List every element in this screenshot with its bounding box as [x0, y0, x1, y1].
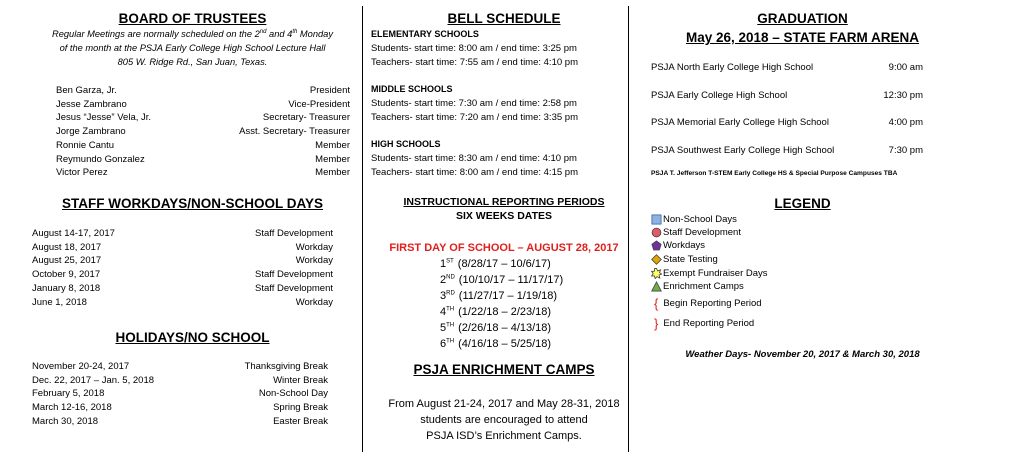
reporting-period-row: [440, 258, 551, 270]
diamond-icon: [651, 254, 662, 265]
bell-students-time: Students- start time: 8:00 am / end time: 3:25 pm: [371, 43, 577, 54]
graduation-title: GRADUATION: [757, 11, 848, 26]
period-ordinal: TH: [446, 338, 455, 345]
legend-label: Staff Development: [663, 227, 741, 238]
board-intro-line1: Regular Meetings are normally scheduled on the 2nd and 4th Monday: [52, 28, 333, 39]
column-board-staff-holidays: [20, 0, 350, 452]
column-graduation-legend: [645, 0, 960, 452]
pentagon-icon: [651, 240, 662, 251]
legend-label: Enrichment Camps: [663, 281, 744, 292]
period-number: 5: [440, 322, 447, 334]
member-role: Member: [315, 167, 350, 179]
graduation-time: 9:00 am: [888, 62, 923, 73]
square-icon: [651, 214, 662, 225]
period-number: 2: [440, 274, 447, 286]
burst-icon: [651, 268, 662, 279]
member-role: Member: [315, 139, 350, 151]
graduation-school: PSJA North Early College High School: [651, 62, 814, 73]
periods-subtitle: SIX WEEKS DATES: [455, 210, 553, 222]
holiday-date: March 30, 2018: [32, 415, 99, 427]
member-name: Ronnie Cantu: [56, 139, 115, 151]
period-ordinal: TH: [446, 306, 455, 313]
staff-date: June 1, 2018: [32, 296, 87, 308]
circle-icon: [651, 227, 662, 238]
staff-type: Staff Development: [255, 228, 333, 239]
member-role: Secretary- Treasurer: [262, 112, 350, 124]
graduation-time: 4:00 pm: [888, 117, 923, 128]
column-bell-periods: [365, 0, 643, 452]
column-divider-left: [362, 6, 363, 452]
member-name: Jesse Zambrano: [56, 98, 127, 110]
legend-label: Workdays: [663, 240, 706, 251]
legend-label: State Testing: [663, 254, 718, 265]
period-range: (2/26/18 – 4/13/18): [458, 322, 552, 334]
first-day-of-school: FIRST DAY OF SCHOOL – AUGUST 28, 2017: [389, 242, 619, 254]
staff-date: August 14-17, 2017: [32, 228, 115, 239]
legend-label: End Reporting Period: [663, 318, 755, 329]
member-role: Vice-President: [288, 98, 350, 110]
graduation-time: 7:30 pm: [888, 144, 923, 156]
staff-date: October 9, 2017: [32, 269, 101, 281]
graduation-school: PSJA Memorial Early College High School: [651, 117, 829, 128]
board-intro-line2: of the month at the PSJA Early College High School Lecture Hall: [59, 43, 326, 53]
bell-students-time: Students- start time: 7:30 am / end time: 2:58 pm: [371, 98, 577, 109]
reporting-period-row: [440, 274, 563, 286]
graduation-school: PSJA Early College High School: [651, 89, 788, 101]
close-brace-icon: }: [654, 315, 659, 331]
period-number: 4: [440, 306, 447, 318]
member-name: Jorge Zambrano: [56, 126, 126, 138]
bell-title: BELL SCHEDULE: [447, 11, 561, 26]
reporting-period-row: [440, 306, 551, 318]
enrichment-title: PSJA ENRICHMENT CAMPS: [413, 362, 595, 377]
graduation-note: PSJA T. Jefferson T-STEM Early College HS & Special Purpose Campuses TBA: [651, 170, 898, 177]
bell-teachers-time: Teachers- start time: 8:00 am / end time: 4:15 pm: [371, 167, 578, 178]
graduation-date: May 26, 2018 – STATE FARM ARENA: [685, 30, 920, 45]
holiday-type: Spring Break: [273, 402, 328, 414]
staff-type: Staff Development: [255, 269, 333, 281]
legend-item: [651, 240, 705, 251]
member-name: Victor Perez: [56, 167, 108, 179]
legend-item: [651, 281, 744, 292]
bell-teachers-time: Teachers- start time: 7:55 am / end time: 4:10 pm: [371, 57, 578, 68]
board-intro-line3: 805 W. Ridge Rd., San Juan, Texas.: [117, 57, 268, 67]
bell-teachers-time: Teachers- start time: 7:20 am / end time: 3:35 pm: [371, 112, 578, 123]
member-role: President: [309, 85, 350, 96]
holiday-type: Thanksgiving Break: [244, 361, 328, 372]
enrichment-line1: From August 21-24, 2017 and May 28-31, 2018: [388, 398, 620, 410]
staff-type: Workday: [295, 241, 333, 253]
period-ordinal: RD: [446, 290, 455, 297]
board-title: BOARD OF TRUSTEES: [118, 11, 267, 26]
staff-type: Staff Development: [255, 282, 333, 294]
staff-title: STAFF WORKDAYS/NON-SCHOOL DAYS: [61, 196, 324, 211]
legend-label: Non-School Days: [663, 214, 737, 225]
period-ordinal: ST: [446, 258, 454, 265]
period-ordinal: TH: [446, 322, 455, 329]
bell-group-name: HIGH SCHOOLS: [371, 139, 441, 149]
enrichment-line2: students are encouraged to attend: [420, 414, 588, 426]
member-role: Member: [315, 153, 350, 165]
period-number: 3: [440, 290, 447, 302]
legend-label: Begin Reporting Period: [663, 298, 762, 309]
member-name: Reymundo Gonzalez: [56, 153, 145, 165]
open-brace-icon: {: [654, 295, 659, 311]
weather-days: Weather Days- November 20, 2017 & March 30, 2018: [685, 349, 920, 360]
staff-date: August 18, 2017: [32, 241, 102, 253]
holiday-type: Winter Break: [273, 374, 328, 386]
legend-item: [651, 214, 737, 225]
holiday-date: November 20-24, 2017: [32, 361, 130, 372]
triangle-icon: [651, 281, 662, 292]
bell-group-name: ELEMENTARY SCHOOLS: [371, 29, 479, 39]
staff-date: January 8, 2018: [32, 282, 101, 294]
enrichment-line3: PSJA ISD’s Enrichment Camps.: [426, 430, 582, 442]
staff-type: Workday: [295, 255, 333, 267]
period-range: (4/16/18 – 5/25/18): [458, 338, 552, 350]
staff-date: August 25, 2017: [32, 255, 102, 267]
holiday-type: Easter Break: [273, 415, 328, 427]
period-number: 1: [440, 258, 447, 270]
bell-students-time: Students- start time: 8:30 am / end time: 4:10 pm: [371, 153, 577, 164]
period-range: (11/27/17 – 1/19/18): [458, 290, 558, 302]
member-name: Jesus “Jesse” Vela, Jr.: [56, 112, 152, 124]
reporting-period-row: [440, 338, 551, 350]
period-range: (10/10/17 – 11/17/17): [458, 274, 564, 286]
period-range: (8/28/17 – 10/6/17): [457, 258, 551, 270]
legend-item: [651, 254, 718, 265]
bell-group-name: MIDDLE SCHOOLS: [371, 84, 453, 94]
holidays-title: HOLIDAYS/NO SCHOOL: [115, 330, 270, 345]
reporting-period-row: [440, 290, 557, 302]
holiday-type: Non-School Day: [258, 388, 328, 400]
holiday-date: February 5, 2018: [32, 388, 105, 400]
holiday-date: March 12-16, 2018: [32, 402, 112, 414]
legend-item: [651, 268, 768, 279]
staff-type: Workday: [295, 296, 333, 308]
period-number: 6: [440, 338, 447, 350]
legend-item: [651, 295, 762, 311]
legend-label: Exempt Fundraiser Days: [663, 268, 768, 279]
period-range: (1/22/18 – 2/23/18): [458, 306, 552, 318]
graduation-school: PSJA Southwest Early College High School: [651, 144, 835, 156]
legend-title: LEGEND: [774, 196, 831, 211]
legend-item: [651, 227, 741, 238]
graduation-time: 12:30 pm: [883, 89, 923, 101]
periods-title: INSTRUCTIONAL REPORTING PERIODS: [403, 196, 605, 208]
period-ordinal: ND: [446, 274, 455, 281]
reporting-period-row: [440, 322, 551, 334]
member-role: Asst. Secretary- Treasurer: [239, 126, 350, 138]
legend-item: [651, 315, 755, 331]
holiday-date: Dec. 22, 2017 – Jan. 5, 2018: [32, 374, 155, 386]
member-name: Ben Garza, Jr.: [56, 85, 117, 96]
